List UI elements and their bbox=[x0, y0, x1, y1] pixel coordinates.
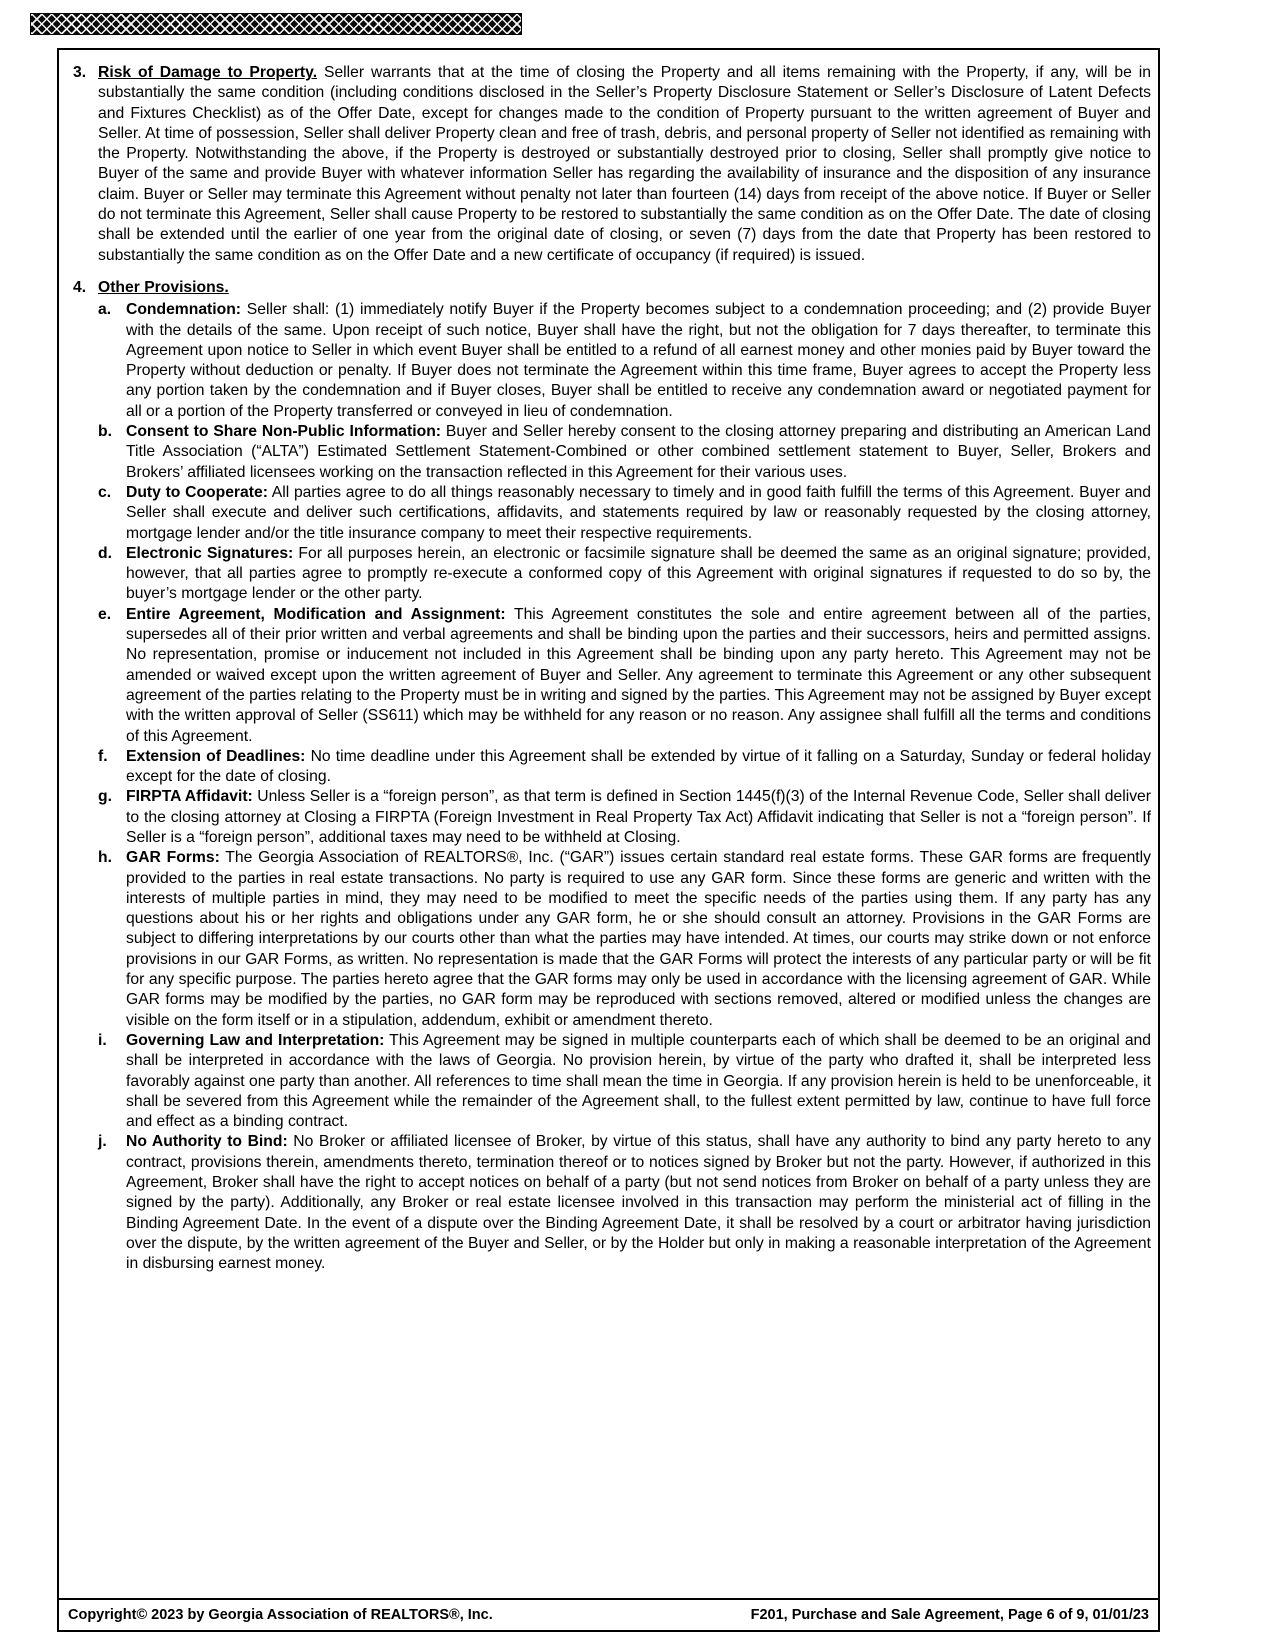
provision-body: Unless Seller is a “foreign person”, as that term is defined in Section 1445(f)(3) of the Internal Revenue Code, Seller shall deliver to the closing attorney at Closing a FIRPTA (Foreign Investment in Real Property Tax Act) Affidavit indicating that Seller is not a “foreign person”. If Seller is a “foreign person”, additional taxes may need to be withheld at Closing. bbox=[126, 788, 1152, 846]
provision-label: Governing Law and Interpretation: bbox=[126, 1031, 385, 1049]
section-number: 3. bbox=[73, 64, 87, 81]
provisions-list bbox=[98, 300, 1151, 1274]
provision-letter: h. bbox=[98, 849, 112, 867]
section-heading: Other Provisions. bbox=[98, 278, 229, 296]
provision-letter: a. bbox=[98, 301, 112, 319]
provision-letter: c. bbox=[98, 483, 112, 501]
provision-item-governing-law bbox=[98, 1031, 1151, 1132]
provision-body: This Agreement may be signed in multiple counterparts each of which shall be deemed to be an original and shall be interpreted in accordance with the laws of Georgia. No provision herein, by virtue of the party who drafted it, shall be interpreted less favorably against one party than another. All references to time shall mean the time in Georgia. If any provision herein is held to be unenforceable, it shall be severed from this Agreement while the remainder of the Agreement shall, to the fullest extent permitted by law, continue to have full force and effect as a binding contract. bbox=[126, 1031, 1152, 1131]
provision-item-duty-to-cooperate bbox=[98, 483, 1151, 544]
provision-label: Extension of Deadlines: bbox=[126, 747, 306, 765]
provision-item-consent-to-share bbox=[98, 422, 1151, 483]
provision-letter: j. bbox=[98, 1133, 107, 1151]
provision-paragraph bbox=[126, 747, 1151, 788]
provision-body: The Georgia Association of REALTORS®, Inc. (“GAR”) issues certain standard real estate forms. These GAR forms are frequently provided to the parties in real estate transactions. No party is required to use any GAR form. Since these forms are generic and written with the interests of multiple parties in mind, they may need to be modified to meet the specific needs of the parties using them. If any party has any questions about his or her rights and obligations under any GAR form, he or she should consult an attorney. Provisions in the GAR Forms are subject to differing interpretations by our courts other than what the parties may have intended. At times, our courts may strike down or not enforce provisions in our GAR Forms, as written. No representation is made that the GAR Forms will protect the interests of any particular party or will be fit for any specific purpose. The parties hereto agree that the GAR forms may only be used in accordance with the licensing agreement of GAR. While GAR forms may be modified by the parties, no GAR form may be reproduced with sections removed, altered or modified unless the changes are visible on the form itself or in a stipulation, addendum, exhibit or amendment thereto. bbox=[126, 849, 1151, 1029]
provision-paragraph bbox=[126, 544, 1151, 605]
section-other-provisions bbox=[73, 278, 1151, 298]
provision-letter: i. bbox=[98, 1031, 107, 1049]
page-content bbox=[59, 50, 1158, 1598]
provision-paragraph bbox=[126, 848, 1151, 1031]
provision-label: Consent to Share Non-Public Information: bbox=[126, 423, 441, 441]
provision-paragraph bbox=[126, 422, 1151, 483]
provision-letter: d. bbox=[98, 544, 112, 562]
section-paragraph bbox=[98, 63, 1151, 266]
provision-body: This Agreement constitutes the sole and entire agreement between all of the parties, supersedes all of their prior written and verbal agreements and shall be binding upon the parties and their successors, heirs and permitted assigns. No representation, promise or inducement not included in this Agreement shall be binding upon any party hereto. This Agreement may not be amended or waived except upon the written agreement of Buyer and Seller. Any agreement to terminate this Agreement or any other subsequent agreement of the parties relating to the Property must be in writing and signed by the parties. This Agreement may not be assigned by Buyer except with the written approval of Seller (SS611) which may be withheld for any reason or no reason. Any assignee shall fulfill all the terms and conditions of this Agreement. bbox=[126, 605, 1152, 745]
provision-paragraph bbox=[126, 483, 1151, 544]
section-paragraph bbox=[98, 278, 1151, 298]
provision-letter: f. bbox=[98, 747, 108, 765]
provision-label: Duty to Cooperate: bbox=[126, 483, 268, 501]
provision-label: Electronic Signatures: bbox=[126, 544, 294, 562]
provision-item-electronic-signatures bbox=[98, 544, 1151, 605]
provision-body: All parties agree to do all things reasonably necessary to timely and in good faith fulfill the terms of this Agreement. Buyer and Seller shall execute and deliver such certifications, affidavits, and statements required by law or reasonably requested by the closing attorney, mortgage lender and/or the title insurance company to meet their respective requirements. bbox=[126, 483, 1151, 542]
provision-paragraph bbox=[126, 1031, 1151, 1132]
security-pattern-bar bbox=[30, 13, 522, 35]
provision-body: Seller shall: (1) immediately notify Buyer if the Property becomes subject to a condemnation proceeding; and (2) provide Buyer with the details of the same. Upon receipt of such notice, Buyer shall have the right, but not the obligation for 7 days thereafter, to terminate this Agreement upon notice to Seller in which event Buyer shall be entitled to a refund of all earnest money and other monies paid by Buyer toward the Property without deduction or penalty. If Buyer does not terminate the Agreement within this time frame, Buyer agrees to accept the Property less any portion taken by the condemnation and if Buyer closes, Buyer shall be entitled to receive any condemnation award or negotiated payment for all or a portion of the Property transferred or conveyed in lieu of condemnation. bbox=[126, 301, 1151, 420]
provision-item-no-authority-to-bind bbox=[98, 1132, 1151, 1274]
page-border bbox=[57, 48, 1160, 1632]
provision-label: FIRPTA Affidavit: bbox=[126, 788, 253, 806]
provision-letter: b. bbox=[98, 423, 112, 441]
section-body-text: Seller warrants that at the time of closing the Property and all items remaining with the Property, if any, will be in substantially the same condition (including conditions disclosed in the Seller’s Property Disclosure Statement or Seller’s Disclosure of Latent Defects and Fixtures Checklist) as of the Offer Date, except for changes made to the condition of Property pursuant to the written agreement of Buyer and Seller. At time of possession, Seller shall deliver Property clean and free of trash, debris, and personal property of Seller not identified as remaining with the Property. Notwithstanding the above, if the Property is destroyed or substantially destroyed prior to closing, Seller shall promptly give notice to Buyer of the same and provide Buyer with whatever information Seller has regarding the availability of insurance and the disposition of any insurance claim. Buyer or Seller may terminate this Agreement without penalty not later than fourteen (14) days from receipt of the above notice. If Buyer or Seller do not terminate this Agreement, Seller shall cause Property to be restored to substantially the same condition as on the Offer Date. The date of closing shall be extended until the earlier of one year from the original date of closing, or seven (7) days from the date that Property has been restored to substantially the same condition as on the Offer Date and a new certificate of occupancy (if required) is issued. bbox=[98, 64, 1151, 264]
section-heading: Risk of Damage to Property. bbox=[98, 64, 318, 81]
section-number: 4. bbox=[73, 278, 87, 296]
provision-body: Buyer and Seller hereby consent to the closing attorney preparing and distributing an American Land Title Association (“ALTA”) Estimated Settlement Statement-Combined or other combined settlement statement to Buyer, Seller, Brokers and Brokers’ affiliated licensees working on the transaction reflected in this Agreement for their various uses. bbox=[126, 423, 1151, 481]
provision-paragraph bbox=[126, 300, 1151, 422]
provision-item-firpta-affidavit bbox=[98, 787, 1151, 848]
provision-body: No Broker or affiliated licensee of Broker, by virtue of this status, shall have any authority to bind any party hereto to any contract, provisions therein, amendments thereto, termination thereof or to notices signed by Broker but not the party. However, if authorized in this Agreement, Broker shall have the right to accept notices on behalf of a party (but not send notices from Broker on behalf of a party unless they are signed by the party). Additionally, any Broker or real estate licensee involved in this transaction may perform the ministerial act of filling in the Binding Agreement Date. In the event of a dispute over the Binding Agreement Date, it shall be resolved by a court or arbitrator having jurisdiction over the dispute, by the written agreement of the Buyer and Seller, or by the Holder but only in making a reasonable interpretation of the Agreement in disbursing earnest money. bbox=[126, 1133, 1151, 1273]
footer-copyright: Copyright© 2023 by Georgia Association of REALTORS®, Inc. bbox=[68, 1607, 493, 1623]
provision-paragraph bbox=[126, 1132, 1151, 1274]
section-risk-of-damage bbox=[73, 63, 1151, 266]
page-footer bbox=[59, 1598, 1158, 1630]
provision-paragraph bbox=[126, 787, 1151, 848]
provision-item-condemnation bbox=[98, 300, 1151, 422]
provision-label: No Authority to Bind: bbox=[126, 1133, 288, 1151]
provision-item-gar-forms bbox=[98, 848, 1151, 1031]
footer-form-id: F201, Purchase and Sale Agreement, Page 6 of 9, 01/01/23 bbox=[750, 1607, 1149, 1623]
provision-paragraph bbox=[126, 605, 1151, 747]
provision-body: No time deadline under this Agreement shall be extended by virtue of it falling on a Saturday, Sunday or federal holiday except for the date of closing. bbox=[126, 747, 1152, 786]
provision-item-entire-agreement bbox=[98, 605, 1151, 747]
provision-label: Entire Agreement, Modification and Assignment: bbox=[126, 605, 506, 623]
provision-label: Condemnation: bbox=[126, 301, 242, 319]
provision-letter: g. bbox=[98, 788, 112, 806]
provision-letter: e. bbox=[98, 605, 112, 623]
provision-item-extension-of-deadlines bbox=[98, 747, 1151, 788]
provision-label: GAR Forms: bbox=[126, 849, 220, 867]
provision-body: For all purposes herein, an electronic or facsimile signature shall be deemed the same as an original signature; provided, however, that all parties agree to promptly re-execute a conformed copy of this Agreement with original signatures if requested to do so by, the buyer’s mortgage lender or the other party. bbox=[126, 544, 1151, 603]
